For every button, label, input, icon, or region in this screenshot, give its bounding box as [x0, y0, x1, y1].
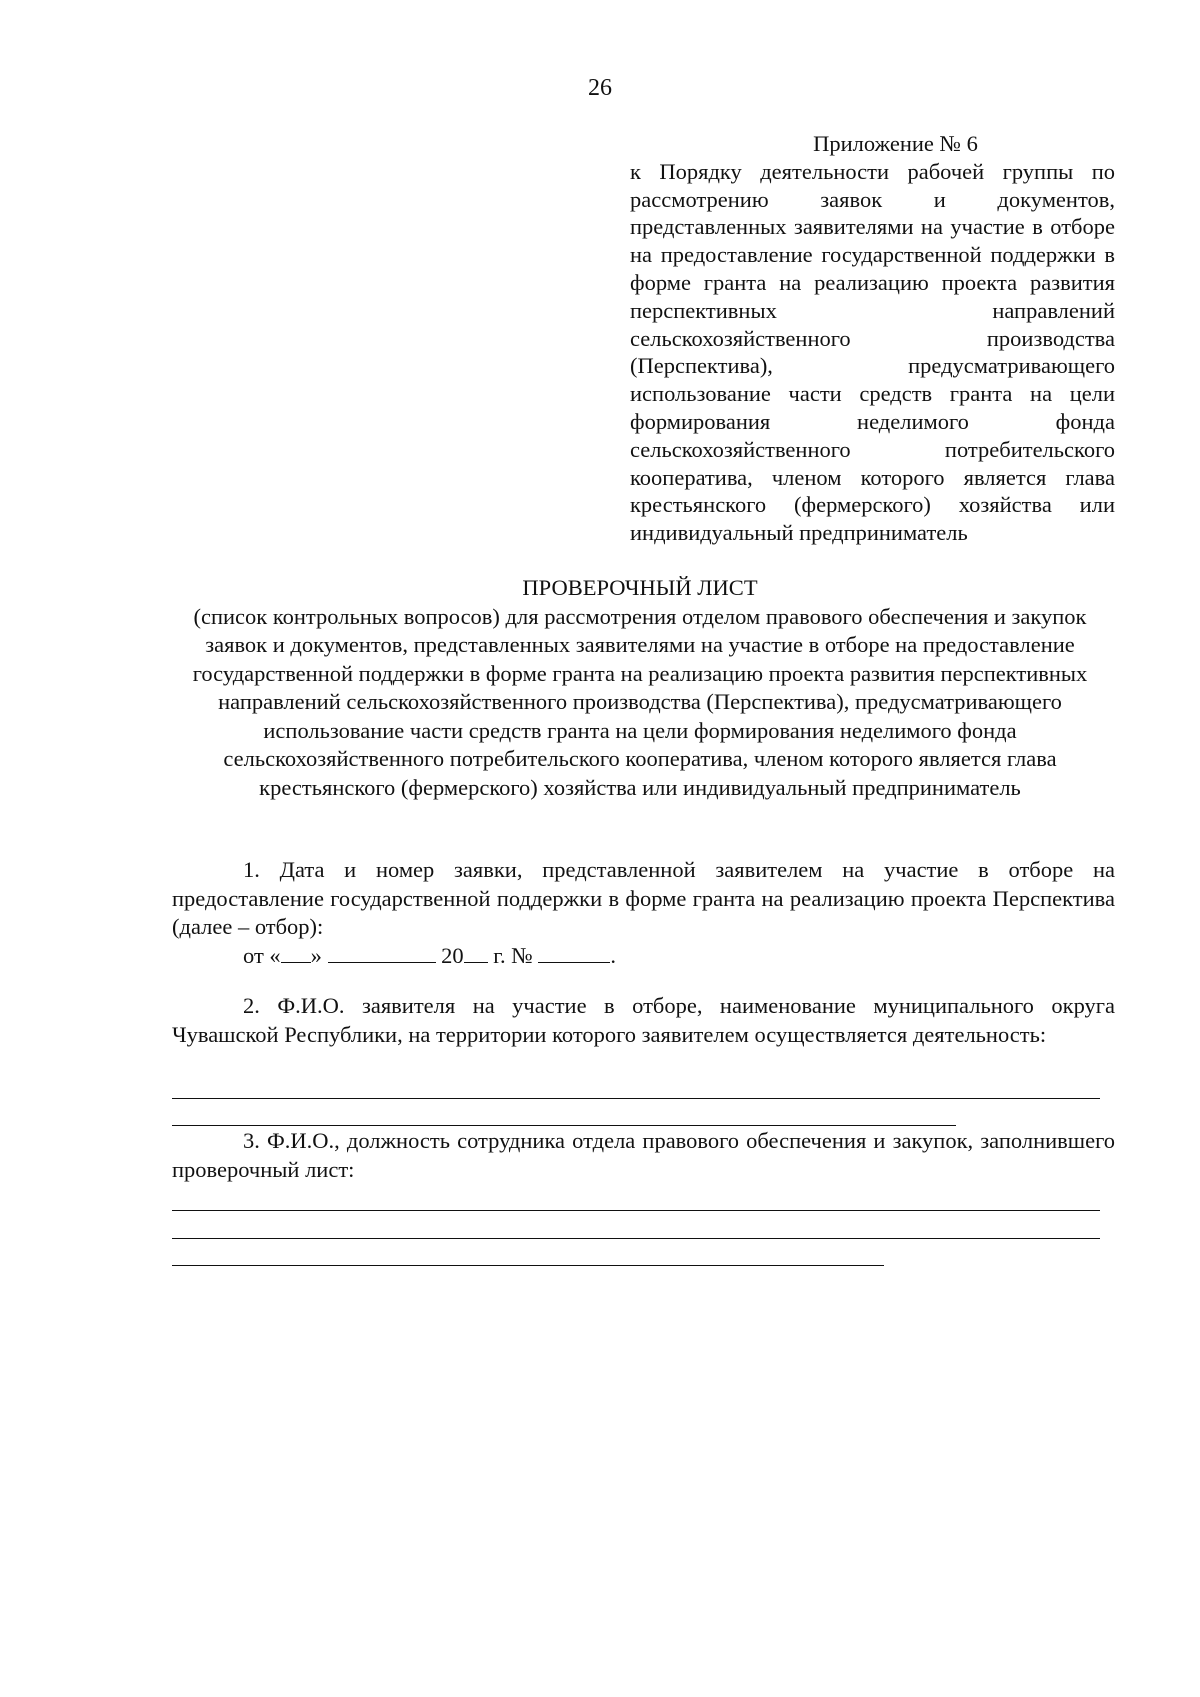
- year-suffix: г. №: [487, 942, 533, 968]
- date-prefix: от «: [243, 942, 281, 968]
- item-3-fill-line-1: [172, 1210, 1100, 1211]
- month-blank: [328, 943, 436, 963]
- item-3-fill-line-2: [172, 1238, 1100, 1239]
- year-prefix: 20: [441, 942, 464, 968]
- item-1-date-line: [172, 942, 1115, 971]
- item-2: [172, 992, 1115, 1049]
- item-3: [172, 1127, 1115, 1184]
- item-3-fill-line-3: [172, 1265, 884, 1266]
- year-blank: [464, 943, 488, 963]
- item-1: [172, 856, 1115, 970]
- checklist-title: ПРОВЕРОЧНЫЙ ЛИСТ: [522, 575, 758, 600]
- day-blank: [281, 943, 311, 963]
- checklist-heading: [160, 574, 1120, 802]
- item-2-fill-line-1: [172, 1098, 1100, 1099]
- date-quote-close: »: [310, 942, 322, 968]
- appendix-block: [630, 130, 1115, 547]
- item-1-text: 1. Дата и номер заявки, представленной заявителем на участие в отборе на предоставление государственной поддержки в форме гранта на реализацию проекта Перспектива (далее – отбор):: [172, 857, 1115, 939]
- appendix-body: к Порядку деятельности рабочей группы по рассмотрению заявок и документов, представленных заявителями на участие в отборе на предоставление государственной поддержки в форме гранта на реализацию проекта развития перспективных направлений сельскохозяйственного производства (Перспектива), предусматривающего использование части средств гранта на цели формирования неделимого фонда сельскохозяйственного потребительского кооператива, членом которого является глава крестьянского (фермерского) хозяйства или индивидуальный предприниматель: [630, 158, 1115, 546]
- item-2-text: 2. Ф.И.О. заявителя на участие в отборе, наименование муниципального округа Чувашской Республики, на территории которого заявителем осуществляется деятельность:: [172, 993, 1115, 1047]
- date-line-end: .: [610, 942, 616, 968]
- appendix-title: Приложение № 6: [813, 131, 978, 156]
- item-3-text: 3. Ф.И.О., должность сотрудника отдела правового обеспечения и закупок, заполнившего проверочный лист:: [172, 1128, 1115, 1182]
- page-number: 26: [588, 75, 612, 101]
- item-2-fill-line-2: [172, 1125, 956, 1126]
- checklist-subtitle: (список контрольных вопросов) для рассмотрения отделом правового обеспечения и закупок заявок и документов, представленных заявителями на участие в отборе на предоставление государственной поддержки в форме гранта на реализацию проекта развития перспективных направлений сельскохозяйственного производства (Перспектива), предусматривающего использование части средств гранта на цели формирования неделимого фонда сельскохозяйственного потребительского кооператива, членом которого является глава крестьянского (фермерского) хозяйства или индивидуальный предприниматель: [192, 603, 1088, 800]
- number-blank: [538, 943, 610, 963]
